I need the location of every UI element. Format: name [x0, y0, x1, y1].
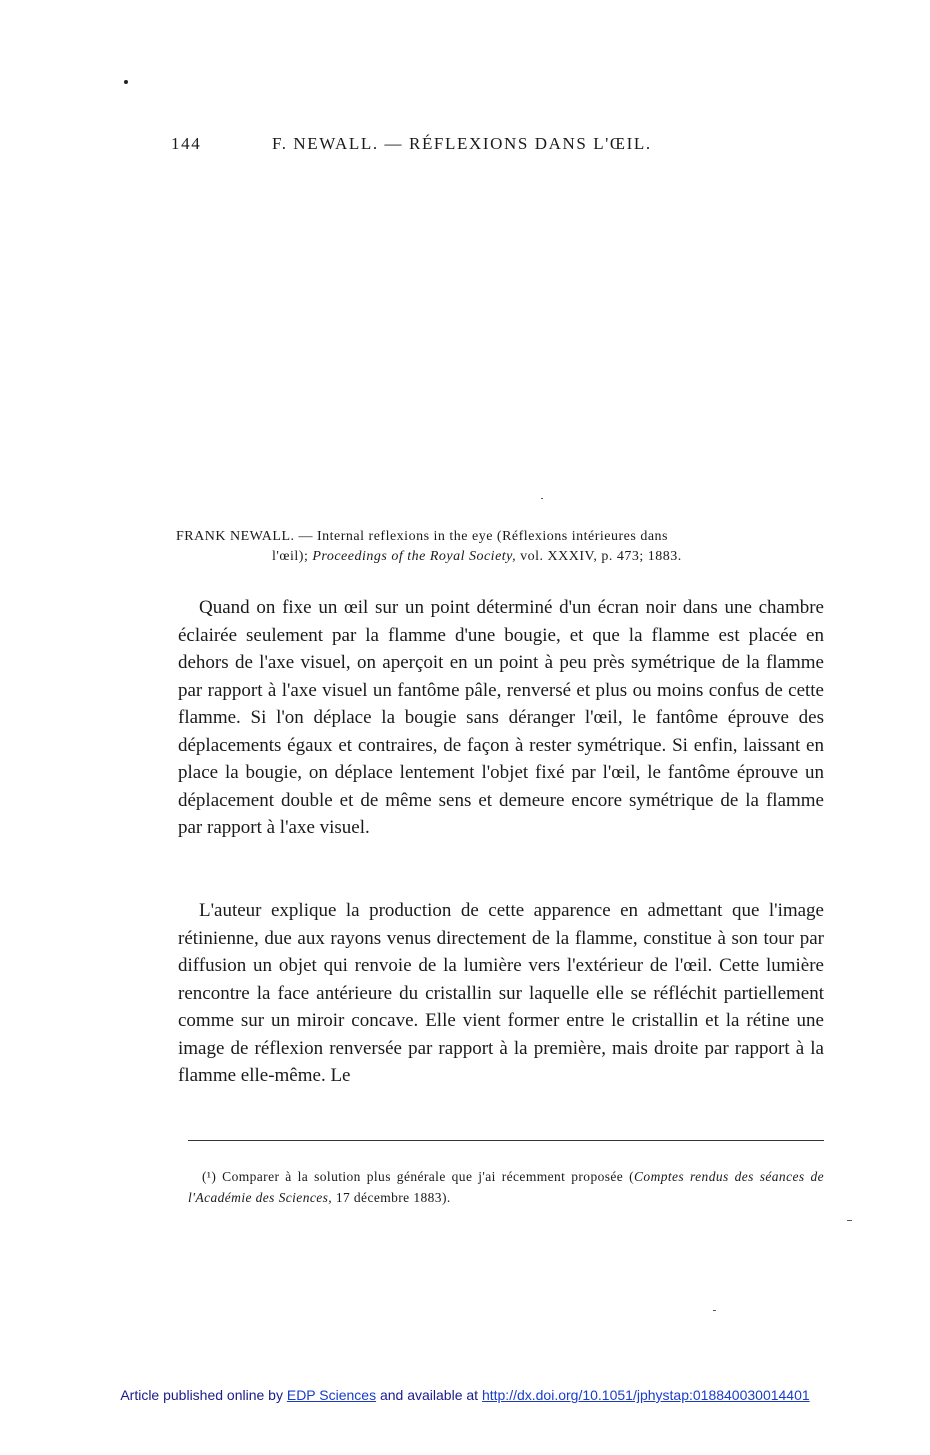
- footnote-journal: Comptes rendus des séances de l'Académie des Sciences,: [188, 1169, 824, 1205]
- footer-middle: and available at: [376, 1387, 482, 1403]
- footnote-date: 17 décembre 1883).: [332, 1190, 451, 1205]
- reference-line-1: [176, 527, 824, 547]
- speck-mark: [541, 498, 543, 499]
- doi-link[interactable]: http://dx.doi.org/10.1051/jphystap:018840030014401: [481, 1387, 810, 1403]
- reference-journal: Proceedings of the Royal Society,: [312, 549, 517, 564]
- footnote-divider: [188, 1140, 824, 1141]
- footer-prefix: Article published online by: [120, 1387, 287, 1403]
- body-paragraph: L'auteur explique la production de cette apparence en admettant que l'image rétinienne, due aux rayons venus directement de la flamme, constitue à son tour par diffusion un objet qui renvoie de la lumière vers l'extérieur de l'œil. Cette lumière rencontre la face antérieure du cristallin sur laquelle elle se réfléchit partiellement comme sur un miroir concave. Elle vient former entre le cristallin et la rétine une image de réflexion renversée par rapport à la première, mais droite par rapport à la flamme elle-même. Le: [178, 900, 824, 1086]
- reference-line-2: [176, 547, 824, 567]
- publication-footer: [0, 1387, 930, 1403]
- running-header: [0, 134, 930, 158]
- speck-mark: [713, 1310, 716, 1311]
- running-title: F. NEWALL. — RÉFLEXIONS DANS L'ŒIL.: [272, 134, 652, 153]
- footnote-marker: (¹): [202, 1169, 217, 1184]
- speck-mark: [124, 80, 128, 84]
- reference-title: — Internal reflexions in the eye (Réflexions intérieures dans: [294, 529, 668, 544]
- footnote-text: Comparer à la solution plus générale que j'ai récemment proposée (: [216, 1169, 635, 1184]
- body-paragraph: Quand on fixe un œil sur un point déterminé d'un écran noir dans une chambre éclairée seulement par la flamme d'une bougie, et que la flamme est placée en dehors de l'axe visuel, on aperçoit en un point à peu près symétrique de la flamme par rapport à l'axe visuel un fantôme pâle, renversé et plus ou moins confus de cette flamme. Si l'on déplace la bougie sans déranger l'œil, le fantôme éprouve des déplacements égaux et contraires, de façon à rester symétrique. Si enfin, laissant en place la bougie, on déplace lentement l'objet fixé par l'œil, le fantôme éprouve un déplacement double et de même sens et demeure encore symétrique de la flamme par rapport à l'axe visuel.: [178, 597, 824, 838]
- publisher-link[interactable]: EDP Sciences: [286, 1387, 377, 1403]
- reference-title-cont: l'œil);: [272, 549, 313, 564]
- reference-author: FRANK NEWALL.: [176, 529, 295, 544]
- footnote: [188, 1166, 824, 1208]
- reference-volume: vol. XXXIV, p. 473; 1883.: [516, 549, 682, 564]
- page-number: 144: [171, 134, 202, 153]
- speck-mark: [847, 1220, 852, 1221]
